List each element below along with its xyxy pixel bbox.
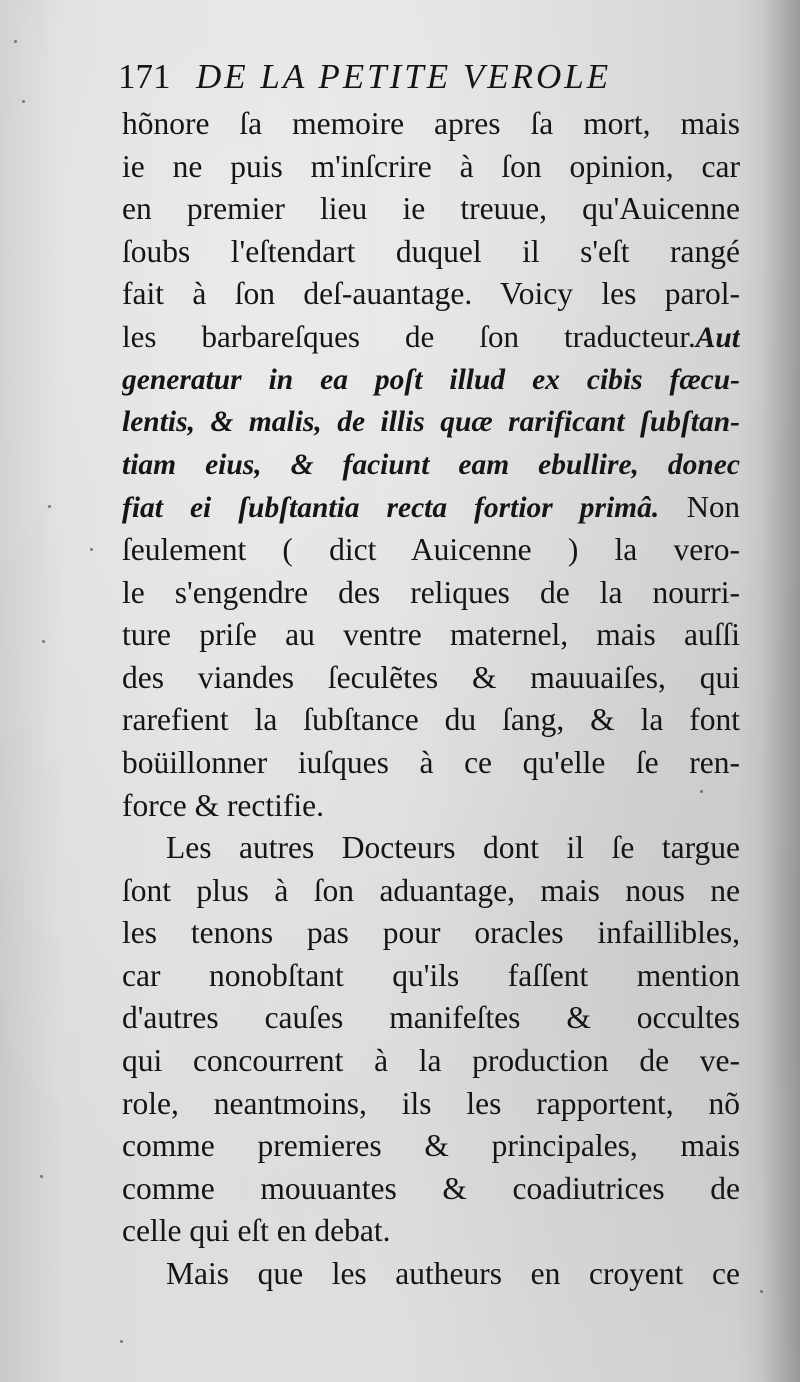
text-line: celle qui eſt en debat.: [122, 1213, 391, 1249]
latin-quote-line: fiat ei ſubſtantia recta fortior primâ.: [122, 492, 660, 525]
text-line: car nonobſtant qu'ils faſſent mention: [122, 957, 740, 993]
text-line-italic: Aut: [695, 321, 740, 354]
paper-speck: [48, 505, 51, 508]
text-line: le s'engendre des reliques de la nourri-: [122, 574, 740, 610]
latin-quote-line: tiam eius, & faciunt eam ebullire, donec: [122, 448, 740, 481]
text-line: [122, 316, 740, 359]
text-line: ie ne puis m'inſcrire à ſon opinion, car: [122, 148, 740, 184]
text-line: ture priſe au ventre maternel, mais auſſi: [122, 617, 740, 653]
text-line: qui concourrent à la production de ve-: [122, 1043, 740, 1079]
paper-speck: [90, 548, 93, 551]
text-line: ſoubs l'eſtendart duquel il s'eſt rangé: [122, 233, 740, 269]
running-title: DE LA PETITE VEROLE: [196, 57, 612, 96]
text-line: en premier lieu ie treuue, qu'Auicenne: [122, 191, 740, 227]
text-line-roman: les barbareſques de ſon traducteur.: [122, 318, 696, 354]
page-header: [118, 52, 758, 102]
paper-speck: [22, 100, 25, 103]
text-line: d'autres cauſes manifeſtes & occultes: [122, 1000, 740, 1036]
paper-speck: [120, 1340, 123, 1343]
latin-quote-line: generatur in ea poſt illud ex cibis fæcu-: [122, 363, 740, 396]
paper-speck: [14, 40, 17, 43]
text-line: rarefient la ſubſtance du ſang, & la font: [122, 702, 740, 738]
text-line: les tenons pas pour oracles infaillibles,: [122, 915, 740, 951]
text-line: ſeulement ( dict Auicenne ) la vero-: [122, 531, 740, 567]
page-edge-shadow: [760, 0, 800, 1382]
paragraph-first-line: Les autres Docteurs dont il ſe targue: [166, 830, 740, 866]
text-line: fait à ſon deſ-auantage. Voicy les parol-: [122, 276, 740, 312]
body-text: [122, 103, 740, 1296]
page-number: 171: [118, 57, 171, 96]
paper-speck: [40, 1175, 43, 1178]
latin-quote-line: lentis, & malis, de illis quæ rarificant ſubſtan-: [122, 406, 740, 439]
text-line: ſont plus à ſon aduantage, mais nous ne: [122, 872, 740, 908]
text-line: [122, 486, 740, 529]
text-line: boüillonner iuſques à ce qu'elle ſe ren-: [122, 744, 740, 780]
text-line: comme premieres & principales, mais: [122, 1128, 740, 1164]
paper-speck: [42, 640, 45, 643]
text-line: comme mouuantes & coadiutrices de: [122, 1170, 740, 1206]
text-line-roman: Non: [686, 489, 740, 525]
text-line: des viandes ſeculẽtes & mauuaiſes, qui: [122, 659, 740, 695]
text-line: hõnore ſa memoire apres ſa mort, mais: [122, 106, 740, 141]
paper-speck: [760, 1290, 763, 1293]
paragraph-first-line: Mais que les autheurs en croyent ce: [166, 1256, 740, 1292]
text-line: role, neantmoins, ils les rapportent, nõ: [122, 1085, 740, 1121]
text-line: force & rectifie.: [122, 787, 324, 823]
